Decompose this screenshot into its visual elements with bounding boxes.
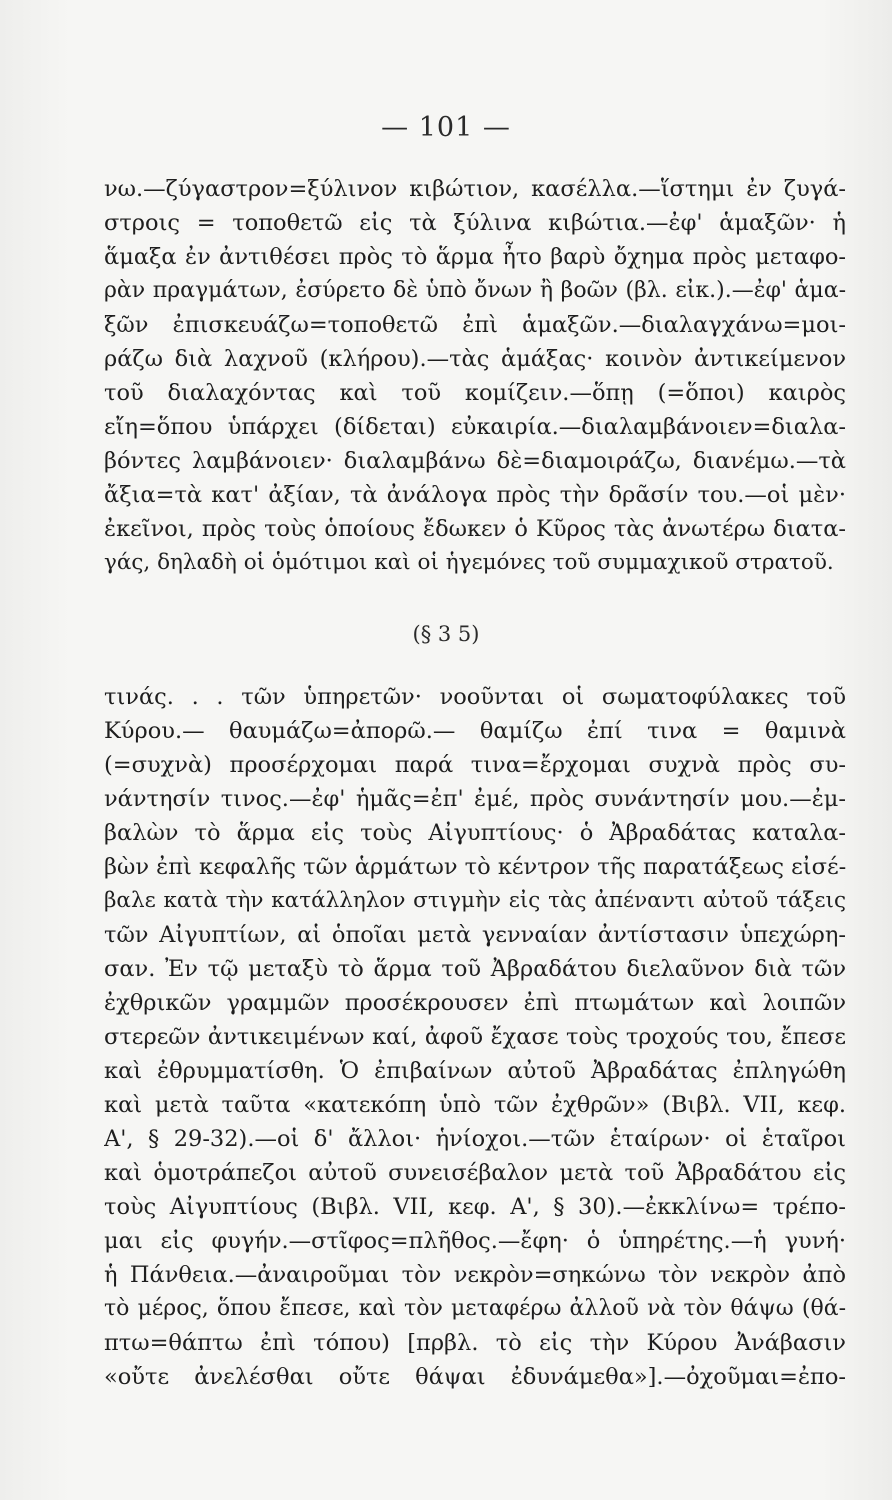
text-line: γάς, δηλαδὴ οἱ ὁμότιμοι καὶ οἱ ἡγεμόνες τοῦ συμμαχικοῦ στρατοῦ. xyxy=(104,550,834,575)
text-line: νάντησίν τινος.—ἐφ' ἡμᾶς=ἐπ' ἐμέ, πρὸς συνάντησίν μου.—ἐμ- xyxy=(104,786,846,812)
text-line: τὸ μέρος, ὅπου ἔπεσε, καὶ τὸν μεταφέρω ἀλλοῦ νὰ τὸν θάψω (θά- xyxy=(104,1296,846,1321)
text-line: (=συχνὰ) προσέρχομαι παρά τινα=ἔρχομαι συχνὰ πρὸς συ- xyxy=(104,752,846,778)
text-line: καὶ μετὰ ταῦτα «κατεκόπη ὑπὸ τῶν ἐχθρῶν» (Βιβλ. VII, κεφ. xyxy=(104,1092,846,1118)
text-line: σαν. Ἐν τῷ μεταξὺ τὸ ἅρμα τοῦ Ἀβραδάτου διελαῦνον διὰ τῶν xyxy=(104,956,846,982)
text-line: ράζω διὰ λαχνοῦ (κλήρου).—τὰς ἁμάξας· κοινὸν ἀντικείμενον xyxy=(104,346,846,372)
text-line: στροις = τοποθετῶ εἰς τὰ ξύλινα κιβώτια.—ἐφ' ἁμαξῶν· ἡ xyxy=(104,210,846,236)
text-line: βαλε κατὰ τὴν κατάλληλον στιγμὴν εἰς τὰς ἀπέναντι αὐτοῦ τάξεις xyxy=(104,888,846,913)
text-line: καὶ ἐθρυμματίσθη. Ὁ ἐπιβαίνων αὐτοῦ Ἀβραδάτας ἐπληγώθη xyxy=(104,1058,846,1084)
text-line: ξῶν ἐπισκευάζω=τοποθετῶ ἐπὶ ἁμαξῶν.—διαλαγχάνω=μοι- xyxy=(104,312,846,338)
text-line: καὶ ὁμοτράπεζοι αὐτοῦ συνεισέβαλον μετὰ τοῦ Ἀβραδάτου εἰς xyxy=(104,1160,846,1186)
text-line: ἅμαξα ἐν ἀντιθέσει πρὸς τὸ ἅρμα ἦτο βαρὺ ὄχημα πρὸς μεταφο- xyxy=(104,244,846,270)
text-line: στερεῶν ἀντικειμένων καί, ἀφοῦ ἔχασε τοὺς τροχούς του, ἔπεσε xyxy=(104,1024,846,1050)
section-heading: (§ 3 5) xyxy=(412,622,480,646)
text-line: ἐκεῖνοι, πρὸς τοὺς ὁποίους ἔδωκεν ὁ Κῦρος τὰς ἀνωτέρω διατα- xyxy=(104,516,846,542)
text-line: ἐχθρικῶν γραμμῶν προσέκρουσεν ἐπὶ πτωμάτων καὶ λοιπῶν xyxy=(104,990,846,1016)
text-line: «οὔτε ἀνελέσθαι οὔτε θάψαι ἐδυνάμεθα»].—ὀχοῦμαι=ἐπο- xyxy=(104,1364,846,1390)
text-line: τοῦ διαλαχόντας καὶ τοῦ κομίζειν.—ὅπῃ (=ὅποι) καιρὸς xyxy=(104,380,846,406)
text-line: βόντες λαμβάνοιεν· διαλαμβάνω δὲ=διαμοιράζω, διανέμω.—τὰ xyxy=(104,448,846,474)
text-line: ἄξια=τὰ κατ' ἀξίαν, τὰ ἀνάλογα πρὸς τὴν δρᾶσίν του.—οἱ μὲν· xyxy=(104,482,846,508)
text-line: Κύρου.— θαυμάζω=ἀπορῶ.— θαμίζω ἐπί τινα = θαμινὰ xyxy=(104,718,846,744)
text-line: τῶν Αἰγυπτίων, αἱ ὁποῖαι μετὰ γενναίαν ἀντίστασιν ὑπεχώρη- xyxy=(104,922,846,948)
text-line: βὼν ἐπὶ κεφαλῆς τῶν ἁρμάτων τὸ κέντρον τῆς παρατάξεως εἰσέ- xyxy=(104,854,846,880)
text-line: μαι εἰς φυγήν.—στῖφος=πλῆθος.—ἔφη· ὁ ὑπηρέτης.—ἡ γυνή· xyxy=(104,1228,846,1254)
text-line: βαλὼν τὸ ἅρμα εἰς τοὺς Αἰγυπτίους· ὁ Ἀβραδάτας καταλα- xyxy=(104,820,846,846)
text-line: Α', § 29-32).—οἱ δ' ἄλλοι· ἡνίοχοι.—τῶν ἑταίρων· οἱ ἑταῖροι xyxy=(104,1126,846,1152)
text-line: πτω=θάπτω ἐπὶ τόπου) [πρβλ. τὸ εἰς τὴν Κύρου Ἀνάβασιν xyxy=(104,1330,846,1356)
text-line: τινάς. . . τῶν ὑπηρετῶν· νοοῦνται οἱ σωματοφύλακες τοῦ xyxy=(104,684,846,710)
text-line: εἴη=ὅπου ὑπάρχει (δίδεται) εὐκαιρία.—διαλαμβάνοιεν=διαλα- xyxy=(104,414,846,440)
page-number: — 101 — xyxy=(381,112,511,143)
text-line: νω.—ζύγαστρον=ξύλινον κιβώτιον, κασέλλα.—ἵστημι ἐν ζυγά- xyxy=(104,176,846,202)
text-line: ρὰν πραγμάτων, ἐσύρετο δὲ ὑπὸ ὄνων ἢ βοῶν (βλ. εἰκ.).—ἐφ' ἁμα- xyxy=(104,278,846,303)
text-line: τοὺς Αἰγυπτίους (Βιβλ. VII, κεφ. Α', § 30).—ἐκκλίνω= τρέπο- xyxy=(104,1194,846,1220)
text-line: ἡ Πάνθεια.—ἀναιροῦμαι τὸν νεκρὸν=σηκώνω τὸν νεκρὸν ἀπὸ xyxy=(104,1262,846,1288)
